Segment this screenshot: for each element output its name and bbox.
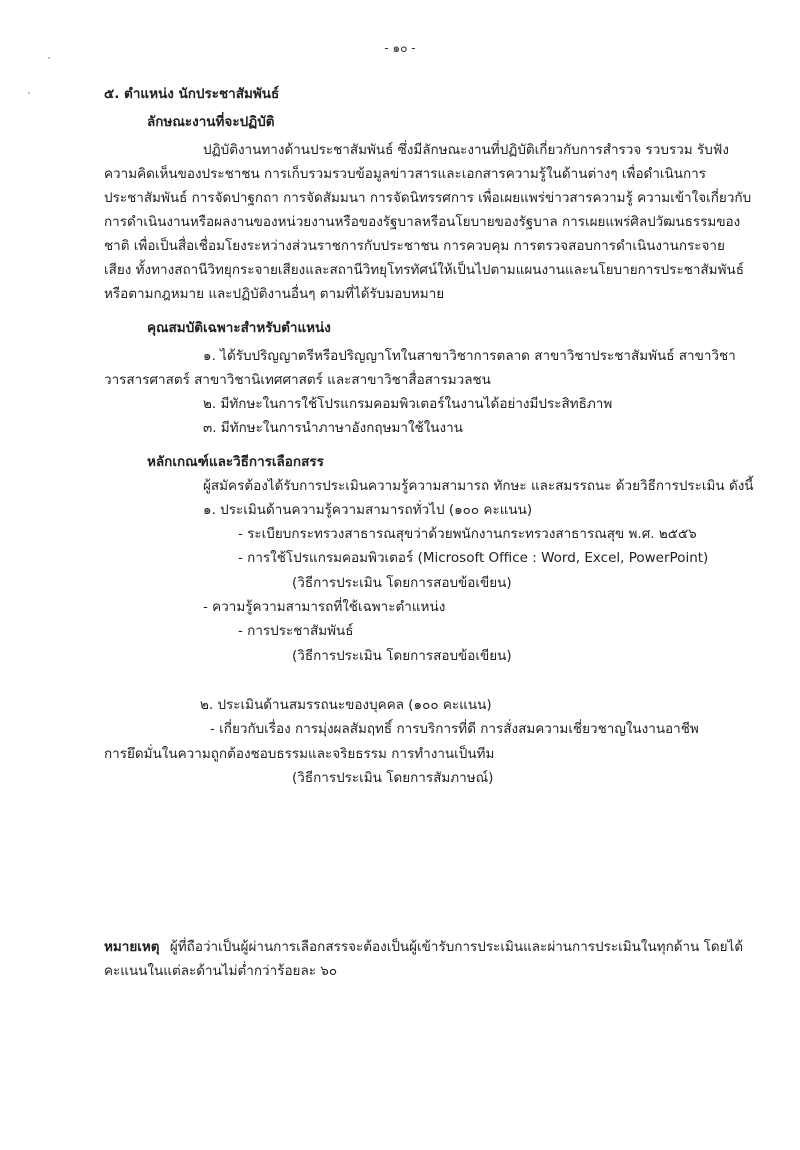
page-number: - ๑๐ -: [384, 41, 416, 55]
qualification-item: ๒. มีทักษะในการใช้โปรแกรมคอมพิวเตอร์ในงานได้อย่างมีประสิทธิภาพ: [203, 396, 613, 412]
note-text: ผู้ที่ถือว่าเป็นผู้ผ่านการเลือกสรรจะต้องเป็นผู้เข้ารับการประเมินและผ่านการประเมินในทุกด้าน โดยได้: [169, 939, 744, 955]
job-description-line: ประชาสัมพันธ์ การจัดปาฐกถา การจัดสัมมนา การจัดนิทรรศการ เพื่อเผยแพร่ข่าวสารความรู้ ความเข้าใจเกี่ยวกับ: [104, 190, 752, 206]
part2-method: (วิธีการประเมิน โดยการสัมภาษณ์): [292, 770, 494, 786]
job-description-line: การดำเนินงานหรือผลงานของหน่วยงานหรือของรัฐบาลหรือนโยบายของรัฐบาล การเผยแพร่ศิลปวัฒนธรรมของ: [104, 214, 741, 230]
job-description-line: ความคิดเห็นของประชาชน การเก็บรวมรวบข้อมูลข่าวสารและเอกสารความรู้ในด้านต่างๆ เพื่อดำเนินการ: [104, 166, 706, 182]
part1-title: ๑. ประเมินด้านความรู้ความสามารถทั่วไป (๑๐๐ คะแนน): [203, 502, 533, 518]
qualifications-heading: คุณสมบัติเฉพาะสำหรับตำแหน่ง: [147, 320, 331, 336]
qualification-item: ๓. มีทักษะในการนำภาษาอังกฤษมาใช้ในงาน: [203, 420, 463, 436]
job-description-heading: ลักษณะงานที่จะปฏิบัติ: [147, 114, 275, 130]
part1-specific-title: - ความรู้ความสามารถที่ใช้เฉพาะตำแหน่ง: [203, 599, 446, 615]
note-line: [104, 937, 743, 957]
part2-line-continued: การยึดมั่นในความถูกต้องชอบธรรมและจริยธรรม การทำงานเป็นทีม: [104, 746, 495, 762]
part1-method: (วิธีการประเมิน โดยการสอบข้อเขียน): [292, 648, 512, 664]
note-line-continued: คะแนนในแต่ละด้านไม่ต่ำกว่าร้อยละ ๖๐: [104, 963, 338, 979]
qualification-item-continued: วารสารศาสตร์ สาขาวิชานิเทศศาสตร์ และสาขาวิชาสื่อสารมวลชน: [104, 372, 491, 388]
part1-specific-item: - การประชาสัมพันธ์: [238, 623, 354, 639]
selection-heading: หลักเกณฑ์และวิธีการเลือกสรร: [147, 454, 324, 470]
section-title: ๕. ตำแหน่ง นักประชาสัมพันธ์: [104, 86, 280, 102]
part1-item: - การใช้โปรแกรมคอมพิวเตอร์ (Microsoft Office : Word, Excel, PowerPoint): [238, 550, 709, 566]
qualification-item: ๑. ได้รับปริญญาตรีหรือปริญญาโทในสาขาวิชาการตลาด สาขาวิชาประชาสัมพันธ์ สาขาวิชา: [203, 348, 736, 364]
part1-method: (วิธีการประเมิน โดยการสอบข้อเขียน): [292, 575, 512, 591]
job-description-line: หรือตามกฎหมาย และปฏิบัติงานอื่นๆ ตามที่ได้รับมอบหมาย: [104, 286, 445, 302]
job-description-line: ปฏิบัติงานทางด้านประชาสัมพันธ์ ซึ่งมีลักษณะงานที่ปฏิบัติเกี่ยวกับการสำรวจ รวบรวม รับฟัง: [203, 142, 729, 158]
scan-artifact: [48, 57, 50, 59]
job-description-line: เสียง ทั้งทางสถานีวิทยุกระจายเสียงและสถานีวิทยุโทรทัศน์ให้เป็นไปตามแผนงานและนโยบายการประชาสัมพันธ์: [104, 262, 744, 278]
selection-intro: ผู้สมัครต้องได้รับการประเมินความรู้ความสามารถ ทักษะ และสมรรถนะ ด้วยวิธีการประเมิน ดังนี้: [203, 478, 754, 494]
part1-item: - ระเบียบกระทรวงสาธารณสุขว่าด้วยพนักงานกระทรวงสาธารณสุข พ.ศ. ๒๕๕๖: [238, 526, 697, 542]
scan-artifact: [28, 92, 30, 94]
job-description-line: ชาติ เพื่อเป็นสื่อเชื่อมโยงระหว่างส่วนราชการกับประชาชน การควบคุม การตรวจสอบการดำเนินงานกระจาย: [104, 238, 725, 254]
part2-title: ๒. ประเมินด้านสมรรถนะของบุคคล (๑๐๐ คะแนน): [200, 697, 492, 713]
part2-line: - เกี่ยวกับเรื่อง การมุ่งผลสัมฤทธิ์ การบริการที่ดี การสั่งสมความเชี่ยวชาญในงานอาชีพ: [210, 721, 699, 737]
note-label: หมายเหตุ: [104, 939, 160, 955]
